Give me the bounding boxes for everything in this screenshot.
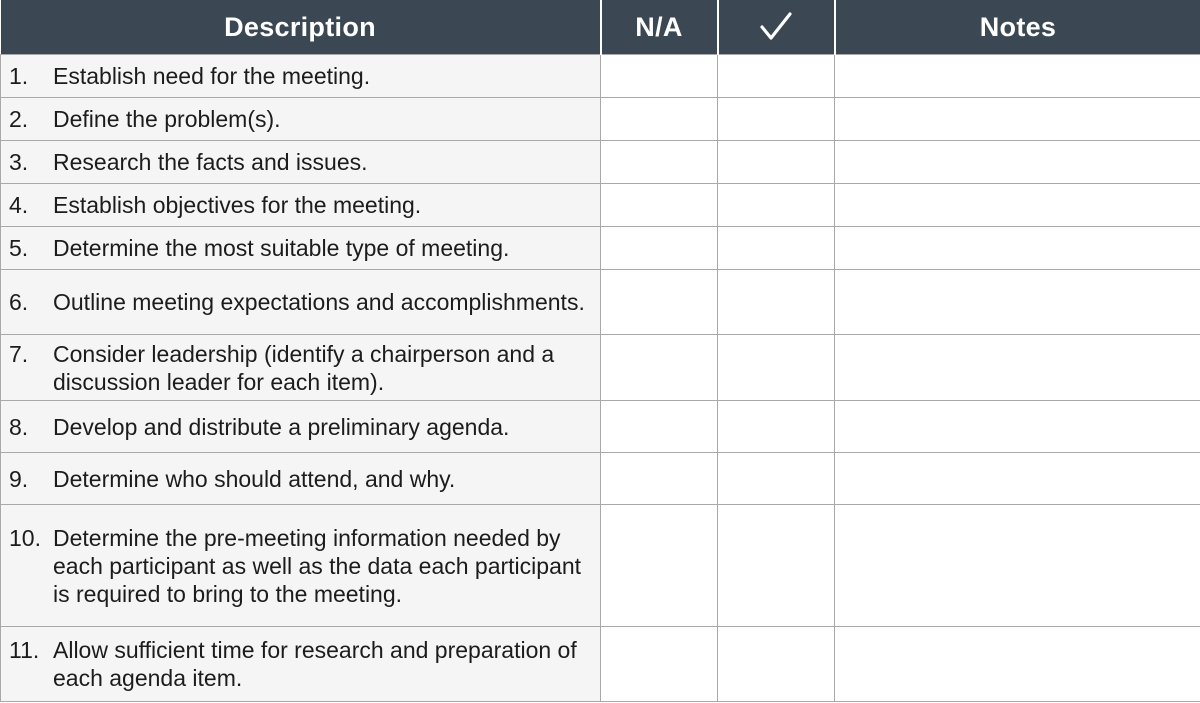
check-cell[interactable]	[718, 227, 835, 270]
item-text: Allow sufficient time for research and preparation of each agenda item.	[53, 637, 577, 691]
checklist-row	[1, 98, 1200, 141]
description-cell	[1, 627, 601, 702]
item-number: 4.	[9, 192, 29, 218]
checklist-item	[9, 413, 592, 441]
checklist-row	[1, 627, 1200, 702]
na-cell[interactable]	[601, 55, 718, 98]
checklist-row	[1, 335, 1200, 401]
checklist-item	[9, 234, 592, 262]
checklist-row	[1, 55, 1200, 98]
item-text: Define the problem(s).	[53, 106, 281, 132]
description-cell	[1, 335, 601, 401]
na-cell[interactable]	[601, 227, 718, 270]
checklist-item	[9, 465, 592, 493]
notes-cell[interactable]	[835, 98, 1200, 141]
na-cell[interactable]	[601, 505, 718, 627]
header-na: N/A	[601, 0, 718, 55]
check-cell[interactable]	[718, 98, 835, 141]
description-cell	[1, 270, 601, 335]
checklist-item	[9, 340, 592, 396]
header-row	[1, 0, 1200, 55]
check-cell[interactable]	[718, 453, 835, 505]
notes-cell[interactable]	[835, 335, 1200, 401]
item-number: 6.	[9, 289, 29, 315]
checklist-item	[9, 636, 592, 692]
checklist-row	[1, 141, 1200, 184]
na-cell[interactable]	[601, 335, 718, 401]
checklist-row	[1, 505, 1200, 627]
item-number: 3.	[9, 149, 29, 175]
notes-cell[interactable]	[835, 505, 1200, 627]
header-notes: Notes	[835, 0, 1200, 55]
na-cell[interactable]	[601, 141, 718, 184]
checklist-item	[9, 62, 592, 90]
checkmark-icon	[759, 11, 793, 43]
check-cell[interactable]	[718, 335, 835, 401]
item-text: Outline meeting expectations and accomplishments.	[53, 289, 585, 315]
item-text: Determine who should attend, and why.	[53, 465, 456, 492]
na-cell[interactable]	[601, 98, 718, 141]
description-cell	[1, 141, 601, 184]
item-text: Consider leadership (identify a chairperson and a discussion leader for each item).	[53, 340, 555, 395]
item-text: Develop and distribute a preliminary agenda.	[53, 413, 510, 440]
item-number: 2.	[9, 106, 29, 132]
check-cell[interactable]	[718, 141, 835, 184]
check-cell[interactable]	[718, 55, 835, 98]
checklist-row	[1, 453, 1200, 505]
item-number: 10.	[9, 524, 41, 551]
check-cell[interactable]	[718, 627, 835, 702]
na-cell[interactable]	[601, 453, 718, 505]
checklist-item	[9, 105, 592, 133]
item-text: Establish need for the meeting.	[53, 63, 371, 89]
notes-cell[interactable]	[835, 627, 1200, 702]
checklist-item	[9, 288, 592, 316]
description-cell	[1, 401, 601, 453]
checklist-item	[9, 148, 592, 176]
na-cell[interactable]	[601, 270, 718, 335]
item-number: 11.	[9, 637, 40, 663]
checklist-row	[1, 227, 1200, 270]
notes-cell[interactable]	[835, 141, 1200, 184]
description-cell	[1, 505, 601, 627]
description-cell	[1, 184, 601, 227]
notes-cell[interactable]	[835, 401, 1200, 453]
check-cell[interactable]	[718, 184, 835, 227]
item-number: 9.	[9, 465, 29, 492]
checklist-row	[1, 270, 1200, 335]
checklist-item	[9, 524, 592, 608]
description-cell	[1, 55, 601, 98]
na-cell[interactable]	[601, 401, 718, 453]
notes-cell[interactable]	[835, 270, 1200, 335]
item-number: 5.	[9, 235, 29, 261]
item-text: Establish objectives for the meeting.	[53, 192, 422, 218]
checklist-item	[9, 191, 592, 219]
description-cell	[1, 227, 601, 270]
notes-cell[interactable]	[835, 184, 1200, 227]
checklist-row	[1, 184, 1200, 227]
item-number: 7.	[9, 340, 29, 367]
notes-cell[interactable]	[835, 227, 1200, 270]
check-cell[interactable]	[718, 505, 835, 627]
description-cell	[1, 453, 601, 505]
header-description: Description	[1, 0, 601, 55]
description-cell	[1, 98, 601, 141]
check-cell[interactable]	[718, 401, 835, 453]
notes-cell[interactable]	[835, 453, 1200, 505]
header-check	[718, 0, 835, 55]
item-text: Determine the pre-meeting information needed by each participant as well as the data each participant is required to bring to the meeting.	[53, 524, 582, 607]
item-text: Research the facts and issues.	[53, 149, 368, 175]
item-number: 1.	[9, 63, 29, 89]
notes-cell[interactable]	[835, 55, 1200, 98]
na-cell[interactable]	[601, 627, 718, 702]
check-cell[interactable]	[718, 270, 835, 335]
checklist-row	[1, 401, 1200, 453]
item-text: Determine the most suitable type of meeting.	[53, 235, 510, 261]
na-cell[interactable]	[601, 184, 718, 227]
item-number: 8.	[9, 413, 29, 440]
